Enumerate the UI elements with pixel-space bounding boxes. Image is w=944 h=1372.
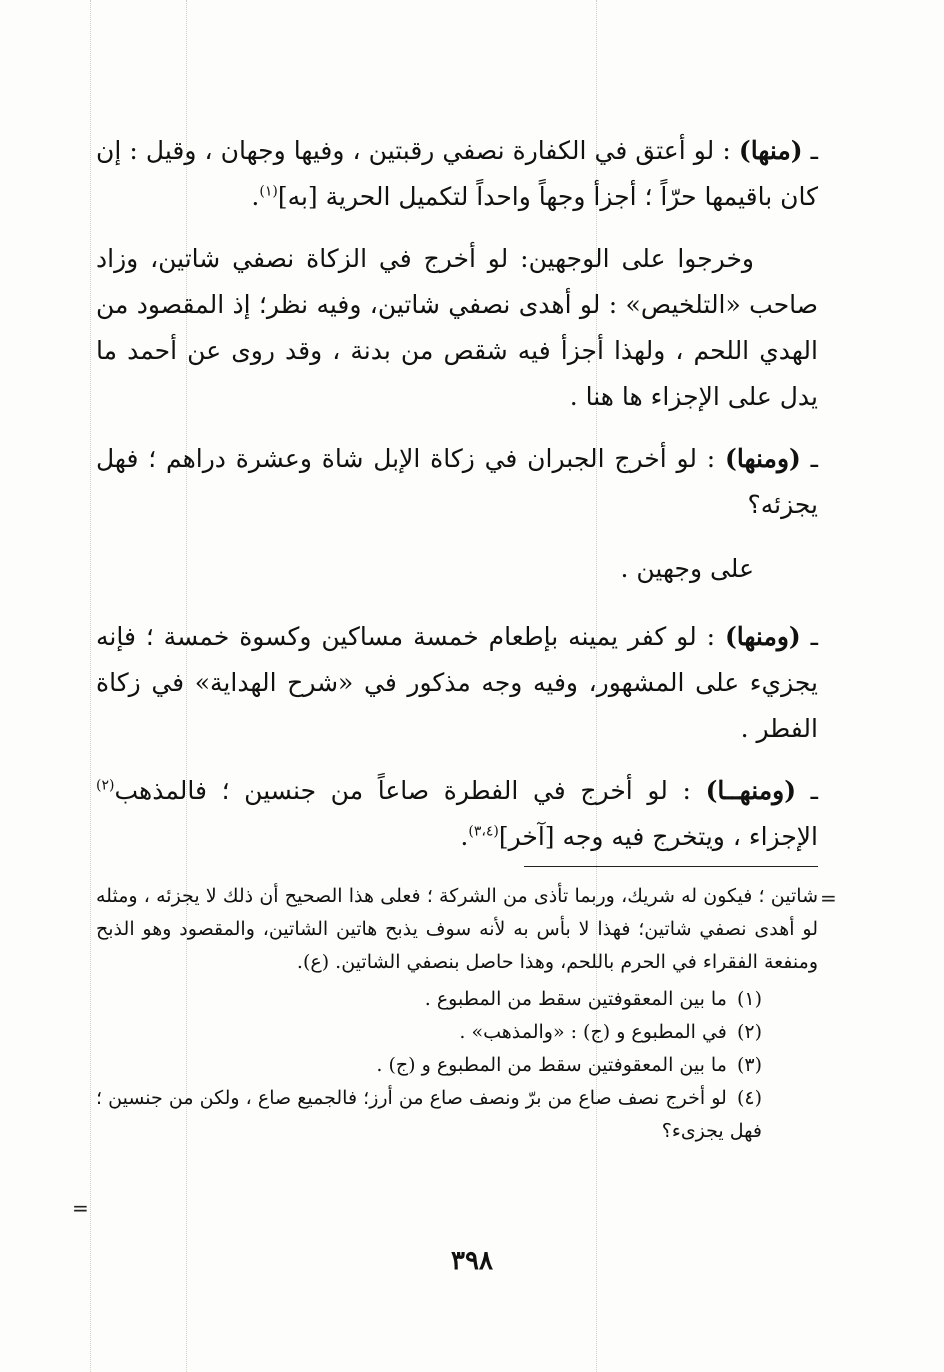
footnote-4: [96, 1082, 818, 1148]
paragraph-text: على وجهين .: [620, 554, 754, 583]
paragraph-text: : لو أعتق في الكفارة نصفي رقبتين ، وفيها وجهان ، وقيل : إن كان باقيمها حرّاً ؛ أجزأ وجهاً واحداً لتكميل الحرية [به]: [96, 136, 818, 211]
paragraph-1: ـ (منها) : لو أعتق في الكفارة نصفي رقبتين ، وفيها وجهان ، وقيل : إن كان باقيمها حرّاً ؛ أجزأ وجهاً واحداً لتكميل الحرية [به]$^{(١)}$.: [96, 136, 818, 211]
footnote-marker: (٤): [736, 1087, 762, 1109]
paragraph-5: ـ (ومنها) : لو كفر يمينه بإطعام خمسة مساكين وكسوة خمسة ؛ فإنه يجزيء على المشهور، وفيه وجه مذكور في «شرح الهداية» في زكاة الفطر .: [96, 622, 818, 743]
footnote-ref[interactable]: (٢): [96, 777, 115, 794]
page-fold-line: [90, 0, 92, 1372]
paragraph-lead: (ومنهــا): [705, 776, 797, 805]
continuation-end-mark: =: [72, 1196, 89, 1220]
paragraph-lead: (ومنها): [725, 444, 801, 473]
footnote-2: [96, 1016, 818, 1049]
footnotes: [96, 880, 818, 1148]
footnote-text: ما بين المعقوفتين سقط من المطبوع .: [424, 988, 727, 1010]
paragraph-lead: (ومنها): [724, 622, 801, 651]
paragraph-lead: (منها): [738, 136, 803, 165]
footnote-ref[interactable]: (٣،٤): [468, 823, 499, 840]
paragraph-3: ـ (ومنها) : لو أخرج الجبران في زكاة الإبل شاة وعشرة دراهم ؛ فهل يجزئه؟: [96, 444, 818, 519]
paragraph-6: ـ (ومنهــا) : لو أخرج في الفطرة صاعاً من جنسين ؛ فالمذهب$^{(٢)}$ الإجزاء ، ويتخرج فيه وجه [آخر]$^{(٣،٤)}$.: [96, 776, 818, 851]
main-text: [96, 128, 818, 876]
footnote-marker: (٢): [736, 1021, 762, 1043]
footnote-continuation: شاتين ؛ فيكون له شريك، وربما تأذى من الشركة ؛ فعلى هذا الصحيح أن ذلك لا يجزئه ، ومثله لو أهدى نصفي شاتين؛ فهذا لا بأس به لأنه سوف يذبح هاتين الشاتين، والمقصود وهو الذبح ومنفعة الفقراء في الحرم باللحم، وهذا حاصل بنصفي الشاتين. (ع).: [96, 885, 818, 973]
footnote-separator: [524, 866, 818, 867]
paragraph-text: الإجزاء ، ويتخرج فيه وجه [آخر]: [498, 822, 818, 851]
paragraph-text: : لو أخرج في الفطرة صاعاً من جنسين ؛ فالمذهب: [114, 776, 691, 805]
footnote-ref[interactable]: (١): [259, 183, 278, 200]
paragraph-text: : لو كفر يمينه بإطعام خمسة مساكين وكسوة خمسة ؛ فإنه يجزيء على المشهور، وفيه وجه مذكور في «شرح الهداية» في زكاة الفطر .: [96, 622, 818, 743]
footnote-marker: (١): [736, 988, 762, 1010]
continuation-mark: =: [820, 886, 837, 910]
paragraph-4: [96, 546, 818, 592]
paragraph-text: : لو أخرج الجبران في زكاة الإبل شاة وعشرة دراهم ؛ فهل يجزئه؟: [96, 444, 818, 519]
footnote-text: في المطبوع و (ج) : «والمذهب» .: [459, 1021, 727, 1043]
footnote-3: [96, 1049, 818, 1082]
footnote-text: ما بين المعقوفتين سقط من المطبوع و (ج) .: [376, 1054, 727, 1076]
footnote-1: [96, 983, 818, 1016]
paragraph-2: [96, 236, 818, 420]
footnote-text: لو أخرج نصف صاع من برّ ونصف صاع من أرز؛ فالجميع صاع ، ولكن من جنسين ؛ فهل يجزىء؟: [96, 1087, 762, 1142]
footnote-marker: (٣): [736, 1054, 762, 1076]
paragraph-text: وخرجوا على الوجهين: لو أخرج في الزكاة نصفي شاتين، وزاد صاحب «التلخيص» : لو أهدى نصفي شاتين، وفيه نظر؛ إذ المقصود من الهدي اللحم ، ولهذا أجزأ فيه شقص من بدنة ، وقد روى عن أحمد ما يدل على الإجزاء ها هنا .: [96, 244, 818, 411]
page-number: ٣٩٨: [451, 1246, 493, 1276]
